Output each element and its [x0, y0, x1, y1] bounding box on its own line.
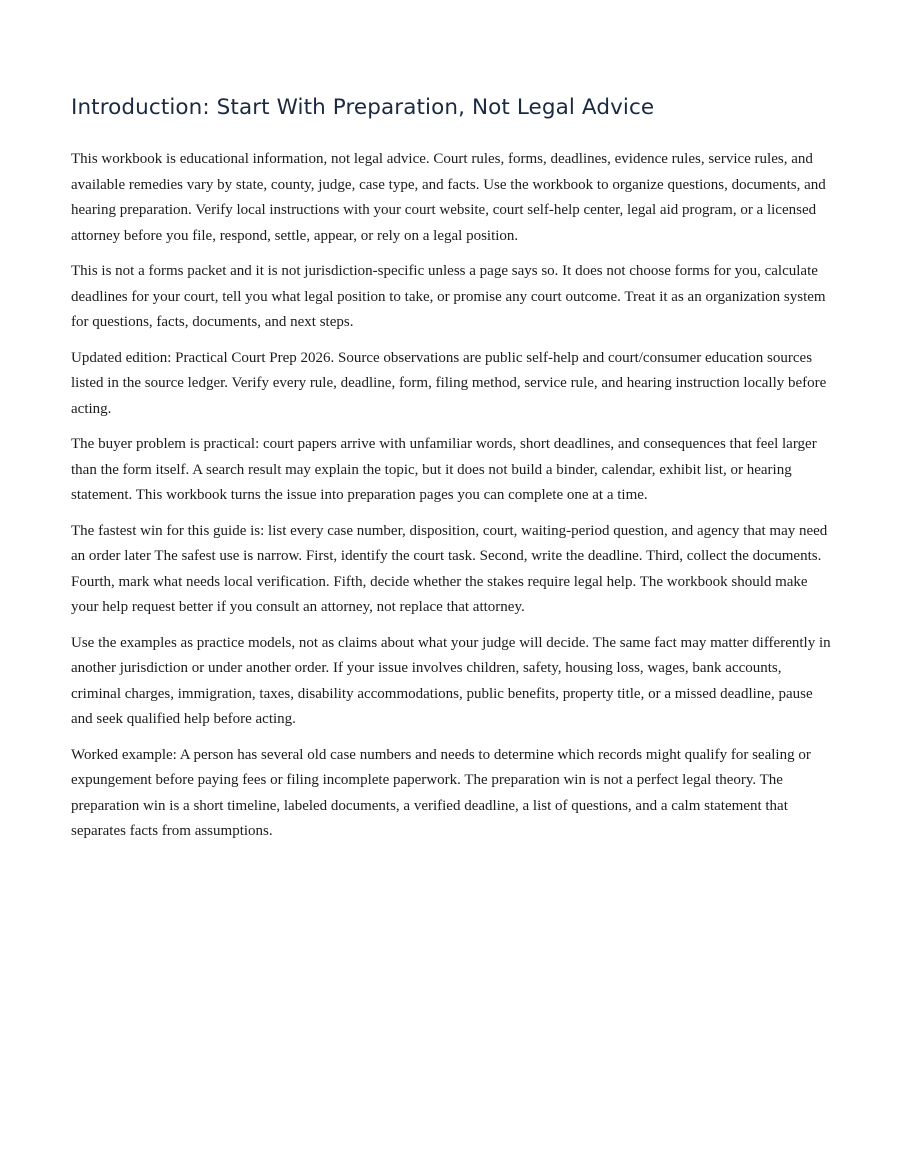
paragraph-examples: Use the examples as practice models, not as claims about what your judge will decide. The same fact may matter differently in another jurisdiction or under another order. If your issue involves children, safety, housing loss, wages, bank accounts, criminal charges, immigration, taxes, disability accommodations, public benefits, property title, or a missed deadline, pause and seek qualified help before acting. — [71, 634, 831, 727]
paragraph-scope: This is not a forms packet and it is not jurisdiction-specific unless a page says so. It does not choose forms for you, calculate deadlines for your court, tell you what legal position to take, or promise any court outcome. Treat it as an organization system for questions, facts, documents, and next steps. — [71, 263, 826, 330]
paragraph-edition: Updated edition: Practical Court Prep 2026. Source observations are public self-help and court/consumer education sources listed in the source ledger. Verify every rule, deadline, form, filing method, service rule, and hearing instruction locally before acting. — [71, 349, 827, 417]
paragraph-fastest-win: The fastest win for this guide is: list every case number, disposition, court, waiting-period question, and agency that may need an order later The safest use is narrow. First, identify the court task. Second, write the deadline. Third, collect the documents. Fourth, mark what needs local verification. Fifth, decide whether the stakes require legal help. The workbook should make your help request better if you consult an attorney, not replace that attorney. — [71, 522, 828, 615]
paragraph-disclaimer: This workbook is educational information, not legal advice. Court rules, forms, deadlines, evidence rules, service rules, and available remedies vary by state, county, judge, case type, and facts. Use the workbook to organize questions, documents, and hearing preparation. Verify local instructions with your court website, court self-help center, legal aid program, or a licensed attorney before you file, respond, settle, appear, or rely on a legal position. — [71, 151, 826, 244]
page-title: Introduction: Start With Preparation, Not Legal Advice — [71, 95, 655, 120]
document-page — [71, 94, 831, 855]
paragraph-buyer-problem: The buyer problem is practical: court papers arrive with unfamiliar words, short deadlines, and consequences that feel larger than the form itself. A search result may explain the topic, but it does not build a binder, calendar, exhibit list, or hearing statement. This workbook turns the issue into preparation pages you can complete one at a time. — [71, 436, 817, 503]
paragraph-worked-example: Worked example: A person has several old case numbers and needs to determine which records might qualify for sealing or expungement before paying fees or filing incomplete paperwork. The preparation win is not a perfect legal theory. The preparation win is a short timeline, labeled documents, a verified deadline, a list of questions, and a calm statement that separates facts from assumptions. — [71, 746, 811, 839]
